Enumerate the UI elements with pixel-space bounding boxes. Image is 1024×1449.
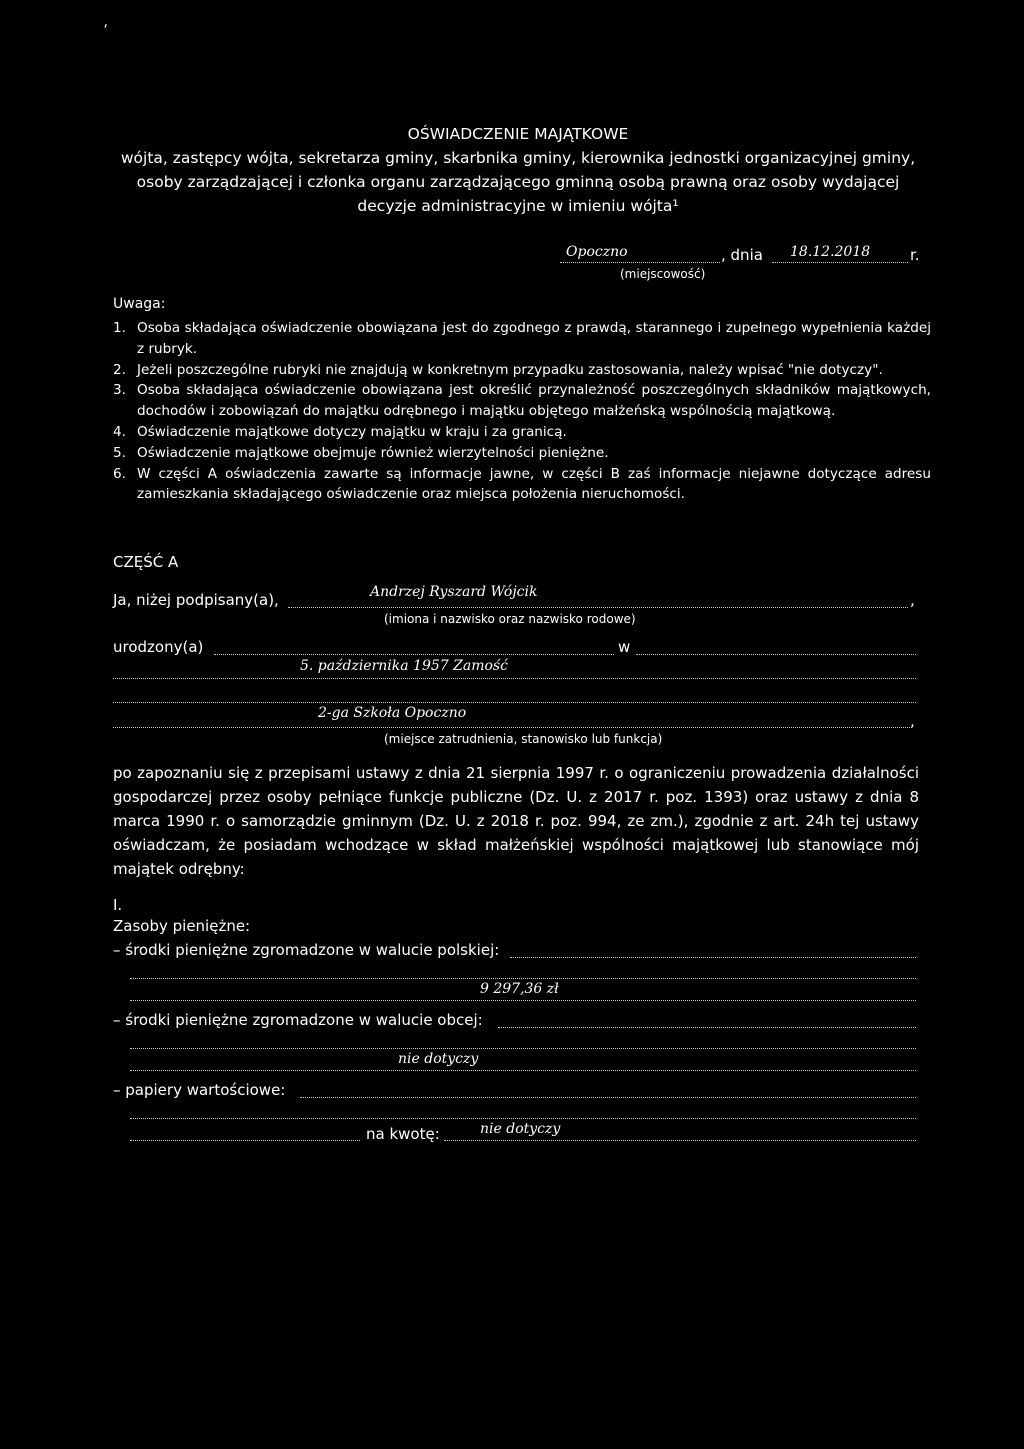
declaration-intro: po zapoznaniu się z przepisami ustawy z dnia 21 sierpnia 1997 r. o ograniczeniu prowadzenia działalności gospodarczej przez osoby pełniące funkcje publiczne (Dz. U. z 2017 r. poz. 1393) oraz ustawy z dnia 8 marca 1990 r. o samorządzie gminnym (Dz. U. z 2018 r. poz. 994, ze zm.), zgodnie z art. 24h tej ustawy oświadczam, że posiadam wchodzące w skład małżeńskiej wspólności majątkowej lub stanowiące mój majątek odrębny: — [113, 764, 919, 878]
employment-dots — [113, 702, 916, 703]
date-value: 18.12.2018 — [790, 244, 871, 260]
employment-caption: (miejsce zatrudnienia, stanowisko lub funkcja) — [384, 732, 663, 746]
foreign-label: – środki pieniężne zgromadzone w walucie obcej: — [113, 1011, 483, 1029]
signed-dots — [288, 607, 908, 608]
comma: , — [910, 591, 915, 609]
born-value-dots — [113, 678, 916, 679]
notes-heading: Uwaga: — [113, 296, 166, 312]
foreign-dots — [130, 1048, 916, 1049]
pln-dots — [510, 957, 916, 958]
note-item: 6. W części A oświadczenia zawarte są informacje jawne, w części B zaś informacje niejawne dotyczące adresu zamieszkania składającego oświadczenie oraz miejsca położenia nieruchomości. — [113, 465, 931, 503]
part-a-heading: CZĘŚĆ A — [113, 553, 179, 571]
section-number: I. — [113, 896, 123, 914]
signed-label: Ja, niżej podpisany(a), — [113, 591, 279, 609]
corner-mark: ⸴ — [104, 16, 108, 32]
foreign-dots — [498, 1027, 916, 1028]
signed-caption: (imiona i nazwisko oraz nazwisko rodowe) — [384, 612, 636, 626]
securities-dots — [130, 1118, 916, 1119]
note-item: 4. Oświadczenie majątkowe dotyczy majątku w kraju i za granicą. — [113, 423, 567, 440]
signed-value: Andrzej Ryszard Wójcik — [370, 584, 538, 600]
employment-dots — [113, 727, 910, 728]
document-subtitle-line: osoby zarządzającej i członka organu zarządzającego gminną osobą prawną oraz osoby wydającej — [136, 173, 900, 191]
document-subtitle-line: decyzje administracyjne w imieniu wójta¹ — [357, 197, 679, 215]
document-header — [100, 122, 936, 218]
born-value: 5. października 1957 Zamość — [300, 658, 508, 674]
amount-label: na kwotę: — [366, 1125, 440, 1143]
pln-label: – środki pieniężne zgromadzone w walucie polskiej: — [113, 941, 500, 959]
note-item: 5. Oświadczenie majątkowe obejmuje również wierzytelności pieniężne. — [113, 444, 609, 461]
place-dots — [560, 262, 720, 263]
place-value: Opoczno — [566, 244, 628, 260]
amount-dots — [444, 1140, 916, 1141]
dnia-label: , dnia — [721, 246, 763, 264]
amount-dots — [130, 1140, 360, 1141]
born-dots — [214, 654, 614, 655]
note-item: 2. Jeżeli poszczególne rubryki nie znajdują w konkretnym przypadku zastosowania, należy wpisać "nie dotyczy". — [113, 361, 883, 378]
date-dots — [772, 262, 908, 263]
r-label: r. — [910, 246, 920, 264]
place-caption: (miejscowość) — [620, 267, 706, 281]
pln-value: 9 297,36 zł — [480, 981, 559, 997]
amount-value: nie dotyczy — [480, 1121, 561, 1137]
foreign-value: nie dotyczy — [398, 1051, 479, 1067]
securities-label: – papiery wartościowe: — [113, 1081, 286, 1099]
document-title: OŚWIADCZENIE MAJĄTKOWE — [407, 125, 629, 143]
born-w-label: w — [618, 638, 631, 656]
born-label: urodzony(a) — [113, 638, 204, 656]
note-item: 1. Osoba składająca oświadczenie obowiązana jest do zgodnego z prawdą, starannego i zupełnego wypełnienia każdej z rubryk. — [113, 320, 931, 357]
employment-value: 2-ga Szkoła Opoczno — [318, 705, 467, 721]
document-subtitle-line: wójta, zastępcy wójta, sekretarza gminy, skarbnika gminy, kierownika jednostki organizacyjnej gminy, — [120, 149, 916, 167]
note-item: 3. Osoba składająca oświadczenie obowiązana jest określić przynależność poszczególnych składników majątkowych, dochodów i zobowiązań do majątku odrębnego i majątku objętego małżeńską wspólnością majątkową. — [113, 382, 931, 420]
securities-dots — [300, 1097, 916, 1098]
pln-dots — [130, 1000, 916, 1001]
comma: , — [910, 712, 915, 730]
notes-list — [113, 318, 931, 505]
born-place-dots — [636, 654, 916, 655]
pln-dots — [130, 978, 916, 979]
foreign-dots — [130, 1070, 916, 1071]
section-heading: Zasoby pieniężne: — [113, 917, 251, 935]
